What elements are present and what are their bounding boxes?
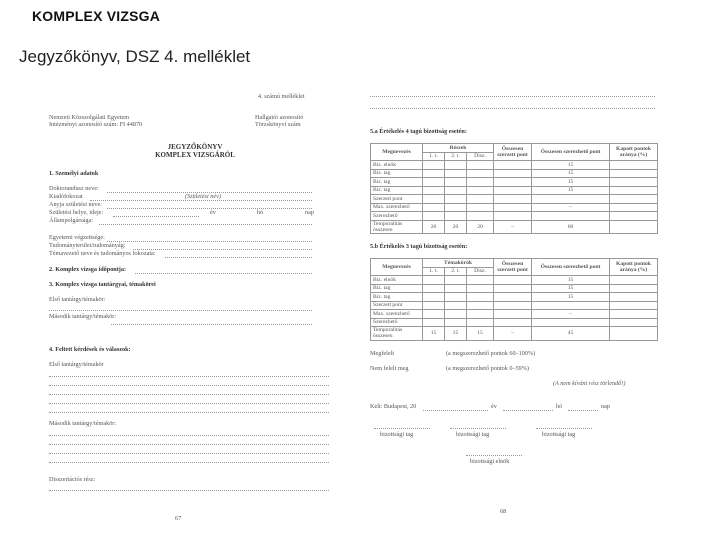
col-name-header: Megnevezés <box>371 144 423 161</box>
table-row: Biz. tag 15 <box>371 293 658 302</box>
annex-label: 4. számú melléklet <box>258 93 305 100</box>
field-school-line <box>107 241 312 242</box>
doc-subtitle: KOMPLEX VIZSGÁRÓL <box>155 151 235 159</box>
field-birthplace-line <box>113 216 199 217</box>
album-label: Törzskönyvi szám <box>255 121 301 128</box>
section-3-heading: 3. Komplex vizsga tantárgyai, témakörei <box>49 281 156 288</box>
col-total-header: Összesen szerezhető pont <box>532 259 610 276</box>
answer-line <box>49 444 329 445</box>
subject-2b-label: Második tantárgy/témakör: <box>49 420 117 427</box>
signature-member-2: bizottsági tag <box>456 431 490 438</box>
table-row: Szerzett pont <box>371 301 658 310</box>
field-citizenship-line <box>99 224 312 225</box>
signature-chair: bizottsági elnök <box>470 458 510 465</box>
field-birthplace-label: Születési helye, ideje: <box>49 209 104 216</box>
table-row: Biz. tag 15 <box>371 186 658 195</box>
field-candidate-label: Doktorandusz neve: <box>49 185 99 192</box>
table-a-title: 5.a Értékelés 4 tagú bizottság esetén: <box>370 128 467 135</box>
table-row: Temporalitás összesen 15 15 15 – 45 <box>371 327 658 341</box>
subject-1-line <box>49 310 312 311</box>
table-row: Szerezhető <box>371 318 658 327</box>
result-fail-label: Nem felelt meg <box>370 365 409 372</box>
result-note: (A nem kívánt rész törlendő!) <box>553 380 626 387</box>
institution-id: Intézményi azonosító szám: FI 44870 <box>49 121 143 128</box>
field-birthplace-day: nap <box>305 209 314 216</box>
place-month: hó <box>556 403 563 410</box>
field-field-label: Tudományterület/tudományág: <box>49 242 126 249</box>
field-birthplace-year: év <box>210 209 216 216</box>
table-row: Biz. tag 15 <box>371 284 658 293</box>
sub-col-d: Disz. <box>466 267 493 276</box>
section-2-heading: 2. Komplex vizsga időpontja: <box>49 266 127 273</box>
document-page-right <box>368 88 658 530</box>
top-line <box>370 108 655 109</box>
answer-line <box>49 412 329 413</box>
slide-subtitle: Jegyzőkönyv, DSZ 4. melléklet <box>19 47 251 66</box>
answer-line <box>49 403 329 404</box>
signature-line <box>466 455 522 456</box>
col-name-header: Megnevezés <box>371 259 423 276</box>
score-table-a <box>370 143 658 234</box>
sub-col-1: 1. t. <box>423 267 445 276</box>
place-month-line <box>503 410 553 411</box>
field-birth-name-label: Kiadófokozat <box>49 193 83 200</box>
subject-2-line <box>111 324 312 325</box>
table-row: Biz. tag 15 <box>371 178 658 187</box>
field-birth-name-note: (Születési név) <box>185 193 221 200</box>
field-school-label: Egyetemi végzettsége: <box>49 234 105 241</box>
answer-line <box>49 385 329 386</box>
top-line <box>370 96 655 97</box>
col-sum-header: Összesen szerzett pont <box>494 259 532 276</box>
sub-col-d: Disz. <box>466 152 493 161</box>
field-supervisor-line <box>165 257 312 258</box>
answer-line <box>49 462 329 463</box>
field-field-line <box>133 249 312 250</box>
place-year: év <box>491 403 497 410</box>
table-row: Biz. elnök 15 <box>371 276 658 285</box>
sub-col-2: 2. t. <box>444 267 466 276</box>
university-name: Nemzeti Közszolgálati Egyetem <box>49 114 130 121</box>
field-birth-name-line <box>90 200 312 201</box>
answer-line <box>49 394 329 395</box>
table-row: Temporalitás összesen 20 20 20 – 60 <box>371 220 658 234</box>
result-pass-note: (a megszerezhető pontok 60–100%) <box>446 350 536 357</box>
signature-line <box>536 428 592 429</box>
sub-col-2: 2. t. <box>444 152 466 161</box>
section-1-heading: 1. Személyi adatok <box>49 170 99 177</box>
page-number-right: 68 <box>500 508 507 515</box>
table-b-title: 5.b Értékelés 3 tagú bizottság esetén: <box>370 243 468 250</box>
answer-line <box>49 435 329 436</box>
result-pass-label: Megfelelt <box>370 350 395 357</box>
col-ratio-header: Kapott pontok aránya (%) <box>610 144 658 161</box>
student-id-label: Hallgatói azonosító <box>255 114 304 121</box>
page-number-left: 67 <box>175 515 182 522</box>
place-date-line <box>423 410 488 411</box>
place-day-line <box>568 410 598 411</box>
col-ratio-header: Kapott pontok aránya (%) <box>610 259 658 276</box>
answer-line <box>49 376 329 377</box>
table-row: Max. szerezhető – <box>371 310 658 319</box>
dissertation-label: Disszertációs rész: <box>49 476 96 483</box>
field-mother-label: Anyja születési neve: <box>49 201 102 208</box>
answer-line <box>49 490 329 491</box>
score-table-b <box>370 258 658 341</box>
document-page-left <box>45 88 335 530</box>
signature-line <box>374 428 430 429</box>
answer-line <box>49 453 329 454</box>
section-4-heading: 4. Feltett kérdések és válaszok: <box>49 346 131 353</box>
table-row: Szerzett pont <box>371 195 658 204</box>
doc-title: JEGYZŐKÖNYV <box>167 143 223 151</box>
section-2-line <box>135 273 312 274</box>
table-row: Max. szerezhető – <box>371 203 658 212</box>
table-row: Biz. tag 15 <box>371 169 658 178</box>
place-date-label: Kelt: Budapest, 20 <box>370 403 417 410</box>
field-citizenship-label: Állampolgársága: <box>49 217 93 224</box>
field-birthplace-month: hó <box>257 209 264 216</box>
col-sum-header: Összesen szerzett pont <box>494 144 532 161</box>
col-grade-header: Témakörök <box>423 259 494 268</box>
subject-2-label: Második tantárgy/témakör: <box>49 313 117 320</box>
subject-1b-label: Első tantárgy/témakör <box>49 361 104 368</box>
signature-member-1: bizottsági tag <box>380 431 414 438</box>
table-row: Szerezhető <box>371 212 658 221</box>
field-supervisor-label: Témavezető neve és tudományos fokozata: <box>49 250 156 257</box>
result-fail-note: (a megszerezhető pontok 0–59%) <box>446 365 529 372</box>
sub-col-1: 1. t. <box>423 152 445 161</box>
subject-1-label: Első tantárgy/témakör: <box>49 296 106 303</box>
table-row: Biz. elnök 15 <box>371 161 658 170</box>
col-total-header: Összesen szerezhető pont <box>532 144 610 161</box>
signature-line <box>450 428 506 429</box>
slide-title: KOMPLEX VIZSGA <box>32 8 161 24</box>
signature-member-3: bizottsági tag <box>542 431 576 438</box>
col-grade-header: Részek <box>423 144 494 153</box>
place-day: nap <box>601 403 610 410</box>
